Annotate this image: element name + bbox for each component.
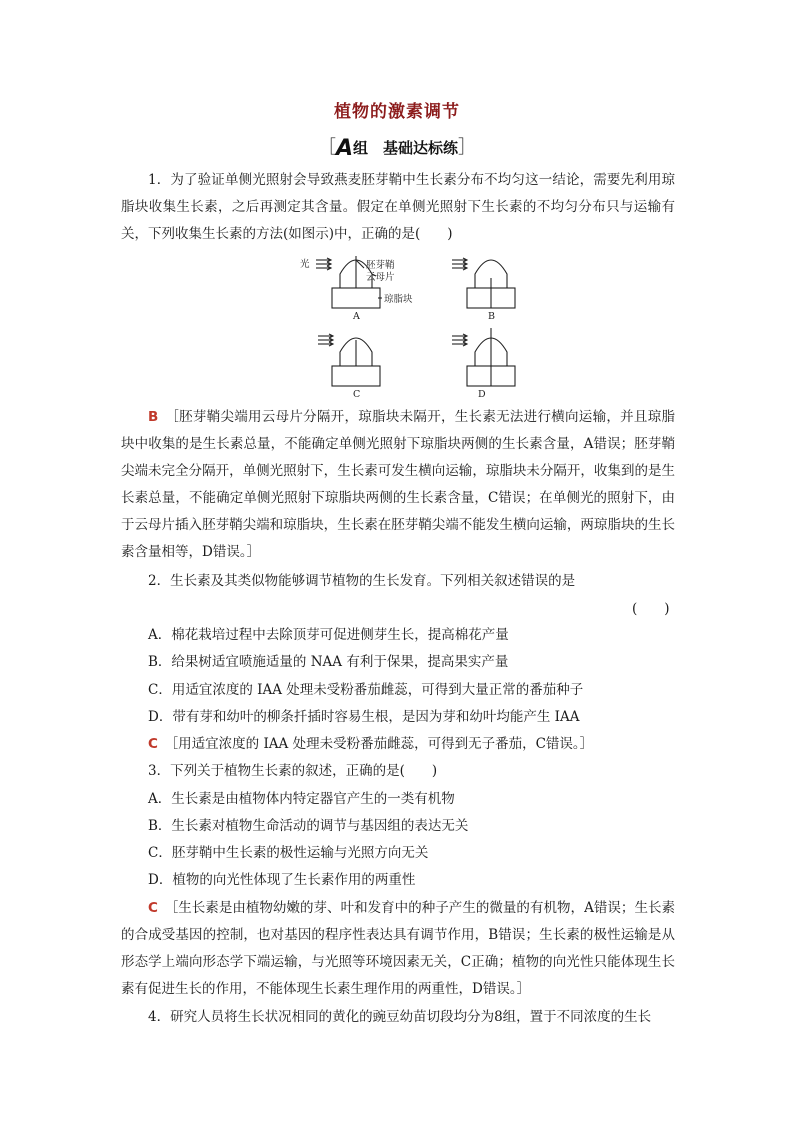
light-arrows-icon	[452, 334, 467, 346]
figure-option-c	[318, 334, 380, 386]
q3-option-b: B．生长素对植物生命活动的调节与基因组的表达无关	[148, 818, 469, 834]
q2-answer: C	[148, 736, 158, 752]
label-mica: 云母片	[366, 272, 395, 283]
q1-figure	[296, 252, 536, 402]
q3-explanation	[121, 895, 675, 1003]
q1-explanation-text: ［胚芽鞘尖端用云母片分隔开，琼脂块未隔开，生长素无法进行横向运输，并且琼脂块中收集的是生长素总量，不能确定单侧光照射下琼脂块两侧的生长素含量，A错误；胚芽鞘尖端未完全分隔开，单侧光照射下，生长素可发生横向运输，琼脂块未分隔开，收集到的是生长素总量，不能确定单侧光照射下琼脂块两侧的生长素含量，C错误；在单侧光的照射下，由于云母片插入胚芽鞘尖端和琼脂块，生长素在胚芽鞘尖端不能发生横向运输，两琼脂块的生长素含量相等，D错误。］	[121, 409, 675, 560]
figure-option-d	[452, 328, 515, 386]
label-coleoptile: 胚芽鞘	[366, 260, 395, 271]
section-bracket-close: ］	[458, 137, 477, 158]
q3-option-d: D．植物的向光性体现了生长素作用的两重性	[148, 872, 416, 888]
label-agar: 琼脂块	[384, 294, 413, 305]
agar-block	[332, 366, 380, 386]
figure-label-b: B	[488, 311, 495, 322]
light-label: 光	[300, 259, 310, 270]
q1-explanation	[121, 404, 675, 566]
q1-stem: 1．为了验证单侧光照射会导致燕麦胚芽鞘中生长素分布不均匀这一结论，需要先利用琼脂块收集生长素，之后再测定其含量。假定在单侧光照射下生长素的不均匀分布只与运输有关，下列收集生长素的方法(如图示)中，正确的是( )	[121, 172, 675, 242]
q2-explanation-text: ［用适宜浓度的 IAA 处理未受粉番茄雌蕊，可得到无子番茄，C错误。］	[164, 736, 594, 752]
figure-label-d: D	[478, 389, 486, 400]
light-arrows-icon	[316, 258, 331, 270]
q3-explanation-text: ［生长素是由植物幼嫩的芽、叶和发育中的种子产生的微量的有机物，A错误；生长素的合成受基因的控制，也对基因的程序性表达具有调节作用，B错误；生长素的极性运输是从形态学上端向形态学下端运输，与光照等环境因素无关，C正确；植物的向光性只能体现生长素有促进生长的作用，不能体现生长素生理作用的两重性，D错误。］	[121, 900, 675, 997]
figure-label-a: A	[353, 311, 360, 322]
agar-block	[332, 288, 380, 308]
q2-option-d: D．带有芽和幼叶的柳条扦插时容易生根，是因为芽和幼叶均能产生 IAA	[148, 709, 580, 725]
page-title: 植物的激素调节	[334, 102, 460, 122]
figure-option-b	[452, 258, 515, 308]
q4-stem: 4．研究人员将生长状况相同的黄化的豌豆幼苗切段均分为8组，置于不同浓度的生长	[148, 1009, 652, 1025]
section-letter: A	[335, 136, 353, 161]
q2-option-a: A．棉花栽培过程中去除顶芽可促进侧芽生长，提高棉花产量	[148, 627, 509, 643]
section-heading	[0, 133, 794, 161]
q3-option-a: A．生长素是由植物体内特定器官产生的一类有机物	[148, 791, 455, 807]
section-bracket-open: ［	[317, 137, 336, 158]
q2-paren: ( )	[632, 601, 670, 617]
q3-option-c: C．胚芽鞘中生长素的极性运输与光照方向无关	[148, 845, 429, 861]
q2-explanation	[148, 731, 593, 758]
q2-option-c: C．用适宜浓度的 IAA 处理未受粉番茄雌蕊，可得到大量正常的番茄种子	[148, 682, 584, 698]
q2-stem: 2．生长素及其类似物能够调节植物的生长发育。下列相关叙述错误的是	[148, 573, 576, 589]
section-label: 组 基础达标练	[353, 139, 459, 157]
figure-label-c: C	[353, 389, 361, 400]
q3-answer: C	[148, 900, 158, 916]
q2-option-b: B．给果树适宜喷施适量的 NAA 有利于保果，提高果实产量	[148, 654, 509, 670]
q3-stem: 3．下列关于植物生长素的叙述，正确的是( )	[148, 763, 438, 779]
light-arrows-icon	[452, 258, 467, 270]
light-arrows-icon	[318, 334, 333, 346]
q1-answer: B	[148, 409, 159, 425]
